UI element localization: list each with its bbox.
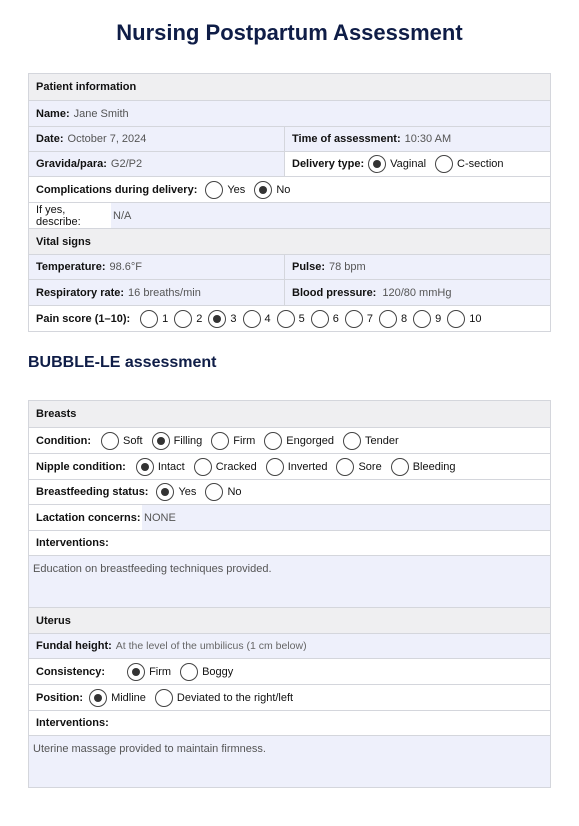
radio-label: Filling	[173, 434, 203, 447]
radio-label: 5	[298, 312, 305, 325]
pulse-field[interactable]: 78 bpm	[329, 261, 366, 273]
pain-score-option[interactable]	[243, 310, 277, 328]
radio-button[interactable]	[194, 458, 212, 476]
nipple-condition-options	[136, 458, 465, 476]
radio-button[interactable]	[311, 310, 329, 328]
date-field[interactable]: October 7, 2024	[67, 133, 147, 145]
radio-button[interactable]	[368, 155, 386, 173]
radio-button[interactable]	[345, 310, 363, 328]
radio-label: Yes	[178, 486, 197, 498]
fundal-height-field[interactable]: At the level of the umbilicus (1 cm below)	[115, 640, 307, 652]
condition-option[interactable]	[343, 432, 408, 450]
delivery-type-label: Delivery type:	[292, 158, 365, 170]
radio-button[interactable]	[447, 310, 465, 328]
patient-form	[28, 73, 551, 332]
pain-score-option[interactable]	[311, 310, 345, 328]
consistency-option[interactable]	[180, 663, 242, 681]
radio-button[interactable]	[101, 432, 119, 450]
time-label: Time of assessment:	[292, 133, 401, 145]
breasts-section-header: Breasts	[29, 401, 550, 427]
radio-label: Boggy	[202, 665, 234, 678]
radio-label: Intact	[157, 460, 185, 473]
position-label: Position:	[36, 691, 84, 704]
name-label: Name:	[36, 107, 70, 120]
radio-button[interactable]	[205, 483, 223, 501]
breasts-interventions-label: Interventions:	[36, 537, 109, 549]
radio-button[interactable]	[391, 458, 409, 476]
radio-button[interactable]	[208, 310, 226, 328]
breastfeeding-status-option[interactable]	[205, 483, 250, 501]
condition-option[interactable]	[152, 432, 212, 450]
radio-button[interactable]	[180, 663, 198, 681]
radio-label: Tender	[365, 434, 399, 447]
pain-score-option[interactable]	[208, 310, 242, 328]
radio-label: 6	[332, 312, 339, 325]
nipple-condition-option[interactable]	[194, 458, 266, 476]
breastfeeding-status-options	[156, 483, 250, 501]
radio-button[interactable]	[266, 458, 284, 476]
radio-button[interactable]	[413, 310, 431, 328]
vitals-section-header: Vital signs	[29, 229, 550, 254]
radio-button[interactable]	[127, 663, 145, 681]
radio-button[interactable]	[156, 483, 174, 501]
condition-option[interactable]	[264, 432, 343, 450]
pain-score-option[interactable]	[277, 310, 311, 328]
describe-field[interactable]: N/A	[113, 209, 132, 222]
breastfeeding-status-label: Breastfeeding status:	[36, 486, 149, 498]
pain-score-options	[140, 310, 487, 328]
radio-label: Soft	[122, 434, 143, 447]
radio-label: 1	[162, 312, 169, 325]
breastfeeding-status-option[interactable]	[156, 483, 205, 501]
radio-button[interactable]	[336, 458, 354, 476]
date-label: Date:	[36, 133, 64, 145]
resp-rate-field[interactable]: 16 breaths/min	[128, 286, 201, 299]
radio-label: Midline	[111, 691, 146, 704]
patient-section-header: Patient information	[29, 74, 550, 100]
condition-options	[101, 432, 408, 450]
uterus-interventions-label: Interventions:	[36, 717, 109, 729]
delivery-type-option[interactable]	[368, 155, 435, 173]
radio-label: Firm	[149, 665, 172, 678]
radio-label: 10	[469, 312, 482, 325]
pain-score-option[interactable]	[345, 310, 379, 328]
radio-button[interactable]	[140, 310, 158, 328]
radio-button[interactable]	[205, 181, 223, 199]
describe-label: If yes, describe:	[36, 203, 81, 228]
radio-label: Engorged	[286, 434, 335, 447]
radio-label: Sore	[358, 460, 382, 473]
radio-label: Vaginal	[390, 158, 427, 170]
radio-label: Yes	[227, 183, 246, 196]
position-option[interactable]	[89, 689, 155, 707]
radio-label: 8	[401, 312, 408, 325]
radio-button[interactable]	[379, 310, 397, 328]
lactation-concerns-field[interactable]: NONE	[144, 511, 176, 524]
radio-button[interactable]	[174, 310, 192, 328]
page-title: Nursing Postpartum Assessment	[116, 20, 463, 45]
temperature-label: Temperature:	[36, 261, 106, 273]
radio-label: Deviated to the right/left	[176, 691, 294, 704]
nipple-condition-option[interactable]	[336, 458, 390, 476]
condition-option[interactable]	[211, 432, 264, 450]
condition-option[interactable]	[101, 432, 152, 450]
consistency-option[interactable]	[127, 663, 180, 681]
pain-score-option[interactable]	[174, 310, 208, 328]
complications-options	[205, 181, 299, 199]
radio-label: Cracked	[215, 460, 257, 473]
gravida-field[interactable]: G2/P2	[110, 158, 143, 170]
radio-label: 2	[196, 312, 203, 325]
radio-button[interactable]	[264, 432, 282, 450]
delivery-type-option[interactable]	[435, 155, 512, 173]
nipple-condition-option[interactable]	[136, 458, 194, 476]
radio-label: No	[227, 486, 242, 498]
radio-button[interactable]	[136, 458, 154, 476]
consistency-label: Consistency:	[36, 665, 106, 678]
complications-option[interactable]	[205, 181, 254, 199]
radio-label: No	[276, 183, 291, 196]
consistency-options	[127, 663, 242, 681]
time-field[interactable]: 10:30 AM	[404, 133, 452, 145]
fundal-height-label: Fundal height:	[36, 640, 112, 652]
radio-button[interactable]	[89, 689, 107, 707]
temperature-field[interactable]: 98.6°F	[109, 261, 143, 273]
radio-label: 4	[264, 312, 271, 325]
nipple-condition-option[interactable]	[266, 458, 337, 476]
pain-score-option[interactable]	[140, 310, 174, 328]
resp-rate-label: Respiratory rate:	[36, 286, 125, 299]
radio-label: 3	[230, 312, 237, 325]
radio-label: 9	[435, 312, 442, 325]
radio-button[interactable]	[211, 432, 229, 450]
radio-button[interactable]	[254, 181, 272, 199]
radio-button[interactable]	[243, 310, 261, 328]
condition-label: Condition:	[36, 434, 91, 447]
delivery-type-options	[368, 155, 512, 173]
uterus-interventions-field[interactable]: Uterine massage provided to maintain firmness.	[33, 743, 266, 755]
bubble-le-form	[28, 400, 551, 788]
bp-label: Blood pressure:	[292, 286, 377, 299]
radio-label: Bleeding	[412, 460, 456, 473]
radio-button[interactable]	[343, 432, 361, 450]
radio-label: 7	[366, 312, 374, 325]
name-field[interactable]: Jane Smith	[73, 107, 129, 120]
radio-button[interactable]	[155, 689, 173, 707]
breasts-interventions-field[interactable]: Education on breastfeeding techniques provided.	[33, 563, 272, 575]
gravida-label: Gravida/para:	[36, 158, 107, 170]
radio-label: C-section	[457, 158, 504, 170]
position-option[interactable]	[155, 689, 302, 707]
pain-score-label: Pain score (1–10):	[36, 312, 131, 325]
radio-button[interactable]	[152, 432, 170, 450]
pain-score-option[interactable]	[413, 310, 447, 328]
nipple-condition-option[interactable]	[391, 458, 465, 476]
lactation-concerns-label: Lactation concerns:	[36, 511, 141, 524]
nipple-condition-label: Nipple condition:	[36, 460, 126, 473]
radio-button[interactable]	[435, 155, 453, 173]
bp-field[interactable]: 120/80 mmHg	[382, 286, 452, 299]
complications-option[interactable]	[254, 181, 299, 199]
pain-score-option[interactable]	[379, 310, 413, 328]
pulse-label: Pulse:	[292, 261, 326, 273]
pain-score-option[interactable]	[447, 310, 487, 328]
radio-button[interactable]	[277, 310, 295, 328]
radio-label: Firm	[233, 434, 256, 447]
bubble-le-heading: BUBBLE-LE assessment	[28, 354, 217, 371]
complications-label: Complications during delivery:	[36, 183, 198, 196]
radio-label: Inverted	[287, 460, 328, 473]
position-options	[89, 689, 302, 707]
uterus-section-header: Uterus	[29, 608, 550, 633]
